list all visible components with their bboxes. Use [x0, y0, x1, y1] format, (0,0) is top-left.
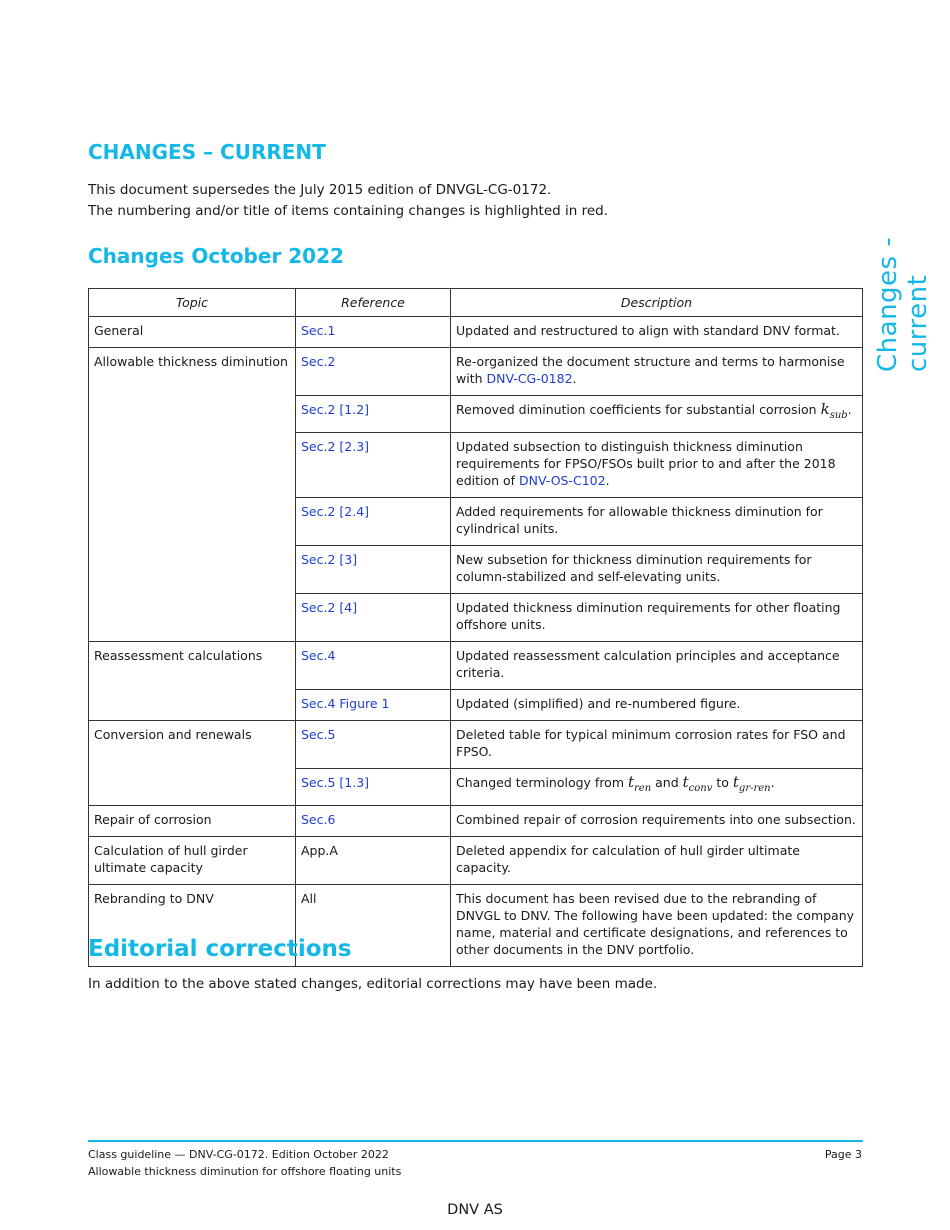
- reference-link[interactable]: Sec.6: [301, 812, 336, 827]
- reference-cell[interactable]: [296, 594, 451, 642]
- page-number: Page 3: [824, 1148, 862, 1161]
- reference-cell[interactable]: [296, 721, 451, 769]
- topic-cell: Reassessment calculations: [89, 642, 296, 721]
- document-link[interactable]: DNV-CG-0182: [486, 371, 573, 386]
- table-row: [89, 317, 863, 348]
- description-cell: Updated and restructured to align with standard DNV format.: [451, 317, 863, 348]
- reference-link[interactable]: Sec.1: [301, 323, 336, 338]
- description-cell: Updated (simplified) and re-numbered figure.: [451, 690, 863, 721]
- math-symbol: $t_{conv}$: [682, 773, 713, 794]
- table-row: [89, 721, 863, 769]
- table-row: [89, 837, 863, 885]
- company-name: DNV AS: [447, 1202, 503, 1218]
- editorial-title: Editorial corrections: [88, 936, 352, 962]
- reference-cell: All: [296, 885, 451, 967]
- topic-cell: Calculation of hull girder ultimate capacity: [89, 837, 296, 885]
- reference-cell[interactable]: [296, 769, 451, 806]
- table-row: [89, 642, 863, 690]
- side-section-tab: Changes - current: [873, 236, 933, 372]
- editorial-text: In addition to the above stated changes, editorial corrections may have been made.: [88, 976, 658, 992]
- header-topic: Topic: [89, 289, 296, 317]
- reference-link[interactable]: Sec.4 Figure 1: [301, 696, 390, 711]
- reference-link[interactable]: Sec.2 [1.2]: [301, 402, 370, 417]
- reference-cell[interactable]: [296, 806, 451, 837]
- topic-cell: Conversion and renewals: [89, 721, 296, 806]
- reference-link[interactable]: Sec.4: [301, 648, 336, 663]
- changes-table: [88, 288, 863, 967]
- description-cell: Deleted table for typical minimum corrosion rates for FSO and FPSO.: [451, 721, 863, 769]
- reference-link[interactable]: Sec.2 [4]: [301, 600, 358, 615]
- math-symbol: $k_{sub}$: [820, 400, 848, 421]
- table-header-row: [89, 289, 863, 317]
- intro-text: [88, 180, 608, 222]
- reference-link[interactable]: Sec.2 [2.3]: [301, 439, 370, 454]
- description-cell: Deleted appendix for calculation of hull girder ultimate capacity.: [451, 837, 863, 885]
- topic-cell: Repair of corrosion: [89, 806, 296, 837]
- reference-link[interactable]: Sec.2: [301, 354, 336, 369]
- reference-cell[interactable]: [296, 317, 451, 348]
- reference-link[interactable]: Sec.5 [1.3]: [301, 775, 370, 790]
- document-link[interactable]: DNV-OS-C102: [519, 473, 606, 488]
- description-cell: Re-organized the document structure and terms to harmonise with DNV-CG-0182.: [451, 348, 863, 396]
- intro-line-1: This document supersedes the July 2015 edition of DNVGL-CG-0172.: [88, 182, 552, 198]
- reference-link[interactable]: Sec.2 [3]: [301, 552, 358, 567]
- table-row: [89, 806, 863, 837]
- reference-cell[interactable]: [296, 498, 451, 546]
- table-row: [89, 348, 863, 396]
- description-cell: New subsetion for thickness diminution requirements for column-stabilized and self-elevating units.: [451, 546, 863, 594]
- description-cell: Updated subsection to distinguish thickness diminution requirements for FPSO/FSOs built prior to and after the 2018 edition of DNV-OS-C102.: [451, 433, 863, 498]
- description-cell: This document has been revised due to the rebranding of DNVGL to DNV. The following have been updated: the company name, material and certificate designations, and references to other documents in the DNV portfolio.: [451, 885, 863, 967]
- reference-cell[interactable]: [296, 433, 451, 498]
- reference-link[interactable]: Sec.5: [301, 727, 336, 742]
- header-reference: Reference: [296, 289, 451, 317]
- reference-link[interactable]: Sec.2 [2.4]: [301, 504, 370, 519]
- footer-line-2: Allowable thickness diminution for offshore floating units: [88, 1165, 402, 1178]
- footer-line-1: Class guideline — DNV-CG-0172. Edition October 2022: [88, 1148, 389, 1161]
- topic-cell: Rebranding to DNV: [89, 885, 296, 967]
- description-cell: Changed terminology from $t_{ren}$ and $t_{conv}$ to $t_{gr-ren}$.: [451, 769, 863, 806]
- section-title: Changes October 2022: [88, 244, 344, 268]
- description-cell: Updated reassessment calculation principles and acceptance criteria.: [451, 642, 863, 690]
- reference-cell[interactable]: [296, 348, 451, 396]
- footer-document-info: [88, 1146, 401, 1180]
- description-cell: Removed diminution coefficients for substantial corrosion $k_{sub}$.: [451, 396, 863, 433]
- description-cell: Updated thickness diminution requirements for other floating offshore units.: [451, 594, 863, 642]
- description-cell: Added requirements for allowable thickness diminution for cylindrical units.: [451, 498, 863, 546]
- page-heading: CHANGES – CURRENT: [88, 140, 326, 164]
- header-description: Description: [451, 289, 863, 317]
- reference-cell: App.A: [296, 837, 451, 885]
- footer-divider: [88, 1140, 863, 1142]
- topic-cell: Allowable thickness diminution: [89, 348, 296, 642]
- reference-cell[interactable]: [296, 396, 451, 433]
- math-symbol: $t_{gr-ren}$: [732, 773, 771, 794]
- reference-cell[interactable]: [296, 546, 451, 594]
- reference-cell[interactable]: [296, 690, 451, 721]
- math-symbol: $t_{ren}$: [628, 773, 652, 794]
- reference-cell[interactable]: [296, 642, 451, 690]
- topic-cell: General: [89, 317, 296, 348]
- description-cell: Combined repair of corrosion requirements into one subsection.: [451, 806, 863, 837]
- intro-line-2: The numbering and/or title of items containing changes is highlighted in red.: [88, 203, 609, 219]
